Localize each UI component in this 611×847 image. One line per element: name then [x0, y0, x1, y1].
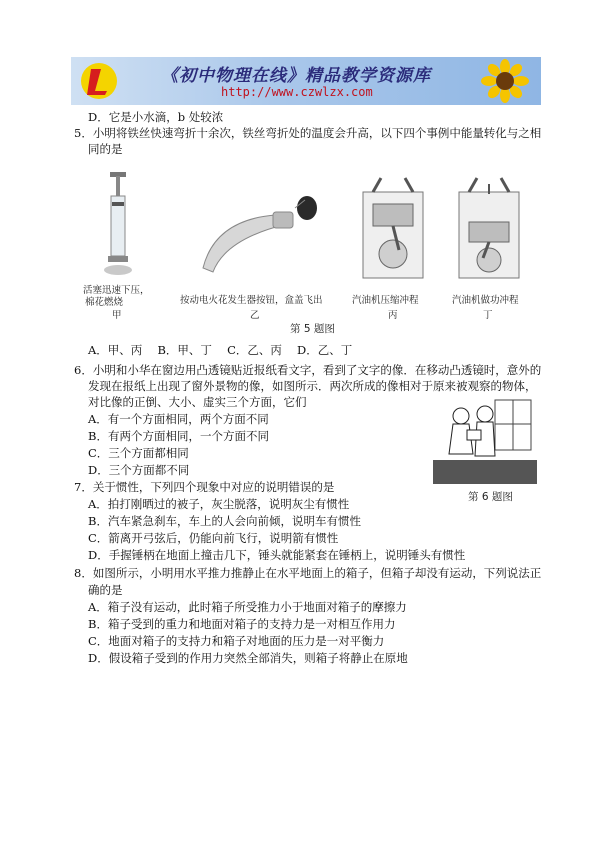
figure-piston-cotton: [98, 170, 138, 278]
q6-figure-caption: 第 6 题图: [468, 491, 513, 503]
fig-b-label: 按动电火花发生器按钮，盒盖飞出: [180, 295, 323, 306]
fig-c-letter: 丙: [388, 310, 398, 321]
figure-spark-generator: [195, 190, 325, 280]
q7-stem: 7．关于惯性，下列四个现象中对应的说明错误的是: [74, 480, 335, 494]
q6-option-a: A．有一个方面相同，两个方面不同: [88, 412, 269, 426]
header-banner: [71, 57, 541, 105]
q8-stem-line2: 确的是: [88, 583, 123, 597]
banner-title: 《初中物理在线》精品教学资源库: [161, 66, 431, 86]
q6-stem-line3: 对比像的正倒、大小、虚实三个方面，它们: [88, 395, 307, 409]
fig-a-label-line2: 棉花燃烧: [85, 297, 124, 308]
q6-stem-line1: 6．小明和小华在窗边用凸透镜贴近报纸看文字，看到了文字的像．在移动凸透镜时，意外的: [74, 363, 542, 377]
figure-window-lens: [433, 396, 537, 484]
q5-figure-caption: 第 5 题图: [290, 323, 335, 335]
q5-stem-line1: 5．小明将铁丝快速弯折十余次，铁丝弯折处的温度会升高，以下四个事例中能量转化与之相: [74, 126, 542, 140]
q6-option-c: C．三个方面都相同: [88, 446, 189, 460]
q7-option-a: A．拍打刚晒过的被子，灰尘脱落，说明灰尘有惯性: [88, 497, 350, 511]
q6-stem-line2: 发现在报纸上出现了窗外景物的像，如图所示．两次所成的像相对于原来被观察的物体，: [88, 379, 537, 393]
q7-option-b: B．汽车紧急刹车，车上的人会向前倾，说明车有惯性: [88, 514, 361, 528]
q6-option-d: D．三个方面都不同: [88, 463, 190, 477]
fig-d-letter: 丁: [483, 310, 493, 321]
fig-a-letter: 甲: [112, 310, 122, 321]
q8-option-b: B．箱子受到的重力和地面对箱子的支持力是一对相互作用力: [88, 617, 396, 631]
q7-option-d: D．手握锤柄在地面上撞击几下，锤头就能紧套在锤柄上，说明锤头有惯性: [88, 548, 466, 562]
q8-option-a: A．箱子没有运动，此时箱子所受推力小于地面对箱子的摩擦力: [88, 600, 407, 614]
q5-stem-line2: 同的是: [88, 142, 123, 156]
q6-option-b: B．有两个方面相同，一个方面不同: [88, 429, 269, 443]
fig-c-label: 汽油机压缩冲程: [352, 295, 419, 306]
q8-stem-line1: 8．如图所示，小明用水平推力推静止在水平地面上的箱子，但箱子却没有运动，下列说法正: [74, 566, 542, 580]
q8-option-d: D．假设箱子受到的作用力突然全部消失，则箱子将静止在原地: [88, 651, 408, 665]
q5-options: A．甲、丙 B．甲、丁 C．乙、丙 D．乙、丁: [88, 343, 353, 357]
logo-icon: [79, 61, 119, 101]
q4-option-d: D．它是小水滴，b 处较浓: [88, 110, 224, 124]
figure-power-stroke: [455, 174, 523, 280]
fig-d-label: 汽油机做功冲程: [452, 295, 519, 306]
q8-option-c: C．地面对箱子的支持力和箱子对地面的压力是一对平衡力: [88, 634, 385, 648]
sunflower-icon: [475, 59, 535, 103]
fig-b-letter: 乙: [250, 310, 260, 321]
banner-url: http://www.czwlzx.com: [221, 85, 373, 99]
q7-option-c: C．箭离开弓弦后，仍能向前飞行，说明箭有惯性: [88, 531, 339, 545]
figure-compression-stroke: [359, 174, 427, 280]
fig-a-label-line1: 活塞迅速下压，: [83, 285, 150, 296]
